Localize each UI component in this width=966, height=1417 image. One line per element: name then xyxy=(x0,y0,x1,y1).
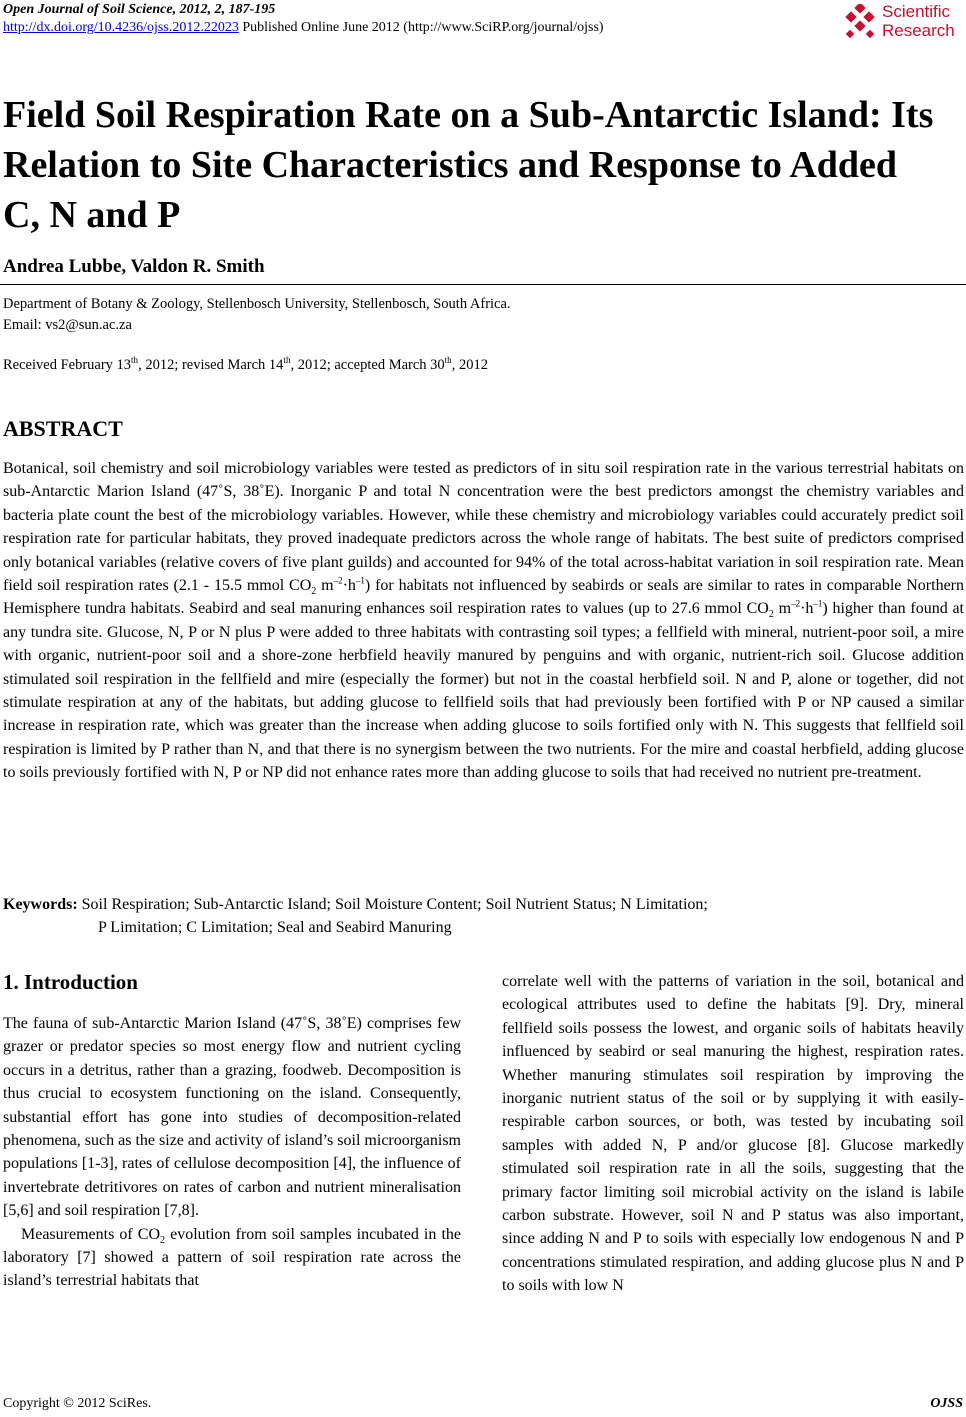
intro-paragraph-3: correlate well with the patterns of variation in the soil, botanical and ecological attributes used to define the habitats [9]. Dry, mineral fellfield soils possess the lowest, and organic soils of habitats heavily influenced by seabird or seal manuring the highest, respiration rates. Whether manuring stimulates soil respiration by improving the inorganic nutrient status of the soil or by supplying it with easily-respirable carbon sources, or both, was tested by incubating soil samples with added N, P and/or glucose [8]. Glucose markedly stimulated soil respiration rate in all the soils, suggesting that the primary factor limiting soil microbial activity on the island is labile carbon substrate. However, soil N and P status was also important, since adding N and P to soils with especially low endogenous N and P concentrations stimulated respiration, and adding glucose plus N and P to soils with low N xyxy=(502,973,964,1295)
intro-right-column xyxy=(502,970,964,1298)
divider xyxy=(0,284,966,285)
doi-line xyxy=(3,20,604,36)
intro-paragraph-1: The fauna of sub-Antarctic Marion Island (47˚S, 38˚E) comprises few grazer or predator species so most energy flow and nutrient cycling occurs in a detritus, rather than a grazing, foodweb. Decomposition is thus crucial to ecosystem functioning on the island. Consequently, substantial effort has gone into studies of decomposition-related phenomena, such as the size and activity of island’s soil microorganism populations [1-3], rates of cellulose decomposition [4], the influence of invertebrate detritivores on rates of carbon and nutrient mineralisation [5,6] and soil respiration [7,8]. xyxy=(3,1015,461,1220)
journal-citation xyxy=(3,2,275,18)
affiliation: Department of Botany & Zoology, Stellenbosch University, Stellenbosch, South Africa. xyxy=(3,296,511,312)
abstract-body: Botanical, soil chemistry and soil microbiology variables were tested as predictors of in situ soil respiration rate in the various terrestrial habitats on sub-Antarctic Marion Island (47˚S, 38˚E). Inorganic P and total N concentration were the best predictors amongst the chemistry variables and bacteria plate count the best of the microbiology variables. However, while these chemistry and microbiology variables could accurately predict soil respiration rate for particular habitats, they proved inadequate predictors across the whole range of habitats. The best suite of predictors comprised only botanical variables (relative covers of five plant guilds) and accounted for 94% of the total across-habitat variation in soil respiration rate. Mean field soil respiration rates (2.1 - 15.5 mmol $CO_2$ $m^{-2}\cdot h^{-1}$) for habitats not influenced by seabirds or seals are similar to rates in comparable Northern Hemisphere tundra habitats. Seabird and seal manuring enhances soil respiration rates to values (up to 27.6 mmol $CO_2$ $m^{-2}\cdot h^{-1}$) higher than found at any tundra site. Glucose, N, P or N plus P were added to three habitats with contrasting soil types; a fellfield with mineral, nutrient-poor soil, a mire with organic, nutrient-poor soil and a shore-zone herbfield heavily manured by penguins and with organic, nutrient-rich soil. Glucose addition stimulated soil respiration in the fellfield and mire (especially the former) but not in the coastal herbfield soil. N and P, alone or together, did not stimulate respiration at any of the habitats, but adding glucose to fellfield soils that had previously been fortified with P or NP caused a similar increase in respiration rate, which was greater than the increase when adding glucose to soils fortified only with N. This suggests that fellfield soil respiration is limited by P rather than N, and that there is no synergism between the two nutrients. For the mire and coastal herbfield, adding glucose to soils previously fortified with N, P or NP did not enhance rates more than adding glucose to soils that had received no nutrient pre-treatment. xyxy=(3,460,965,782)
authors: Andrea Lubbe, Valdon R. Smith xyxy=(3,256,265,277)
keywords-label: Keywords: xyxy=(3,896,78,913)
section-heading-introduction: 1. Introduction xyxy=(3,970,138,994)
journal-volume: , 2012, 2, 187-195 xyxy=(172,2,276,17)
publisher-logo xyxy=(842,2,964,44)
logo-text: Scientific Research xyxy=(882,2,955,40)
intro-paragraph-2: Measurements of $CO_2$ evolution from soil samples incubated in the laboratory [7] showed a pattern of soil respiration rate across the island’s terrestrial habitats that xyxy=(3,1225,462,1290)
scirp-logo-icon xyxy=(842,4,880,42)
journal-abbrev: OJSS xyxy=(930,1396,963,1411)
doi-link[interactable]: http://dx.doi.org/10.4236/ojss.2012.22023 xyxy=(3,20,239,35)
email: Email: vs2@sun.ac.za xyxy=(3,317,132,333)
keywords xyxy=(3,893,933,939)
keywords-line-1: Soil Respiration; Sub-Antarctic Island; Soil Moisture Content; Soil Nutrient Status; N Limitation; xyxy=(77,896,708,913)
publication-info: Published Online June 2012 (http://www.SciRP.org/journal/ojss) xyxy=(238,20,604,35)
received-dates: Received February 13th, 2012; revised March 14th, 2012; accepted March 30th, 2012 xyxy=(3,355,488,373)
journal-name: Open Journal of Soil Science xyxy=(3,2,173,17)
copyright: Copyright © 2012 SciRes. xyxy=(3,1396,152,1411)
abstract-heading: ABSTRACT xyxy=(3,416,123,441)
keywords-line-2: P Limitation; C Limitation; Seal and Seabird Manuring xyxy=(98,919,452,936)
intro-left-column xyxy=(3,1012,461,1293)
paper-title: Field Soil Respiration Rate on a Sub-Antarctic Island: Its Relation to Site Characteristics and Response to Added C, N and P xyxy=(3,94,934,236)
